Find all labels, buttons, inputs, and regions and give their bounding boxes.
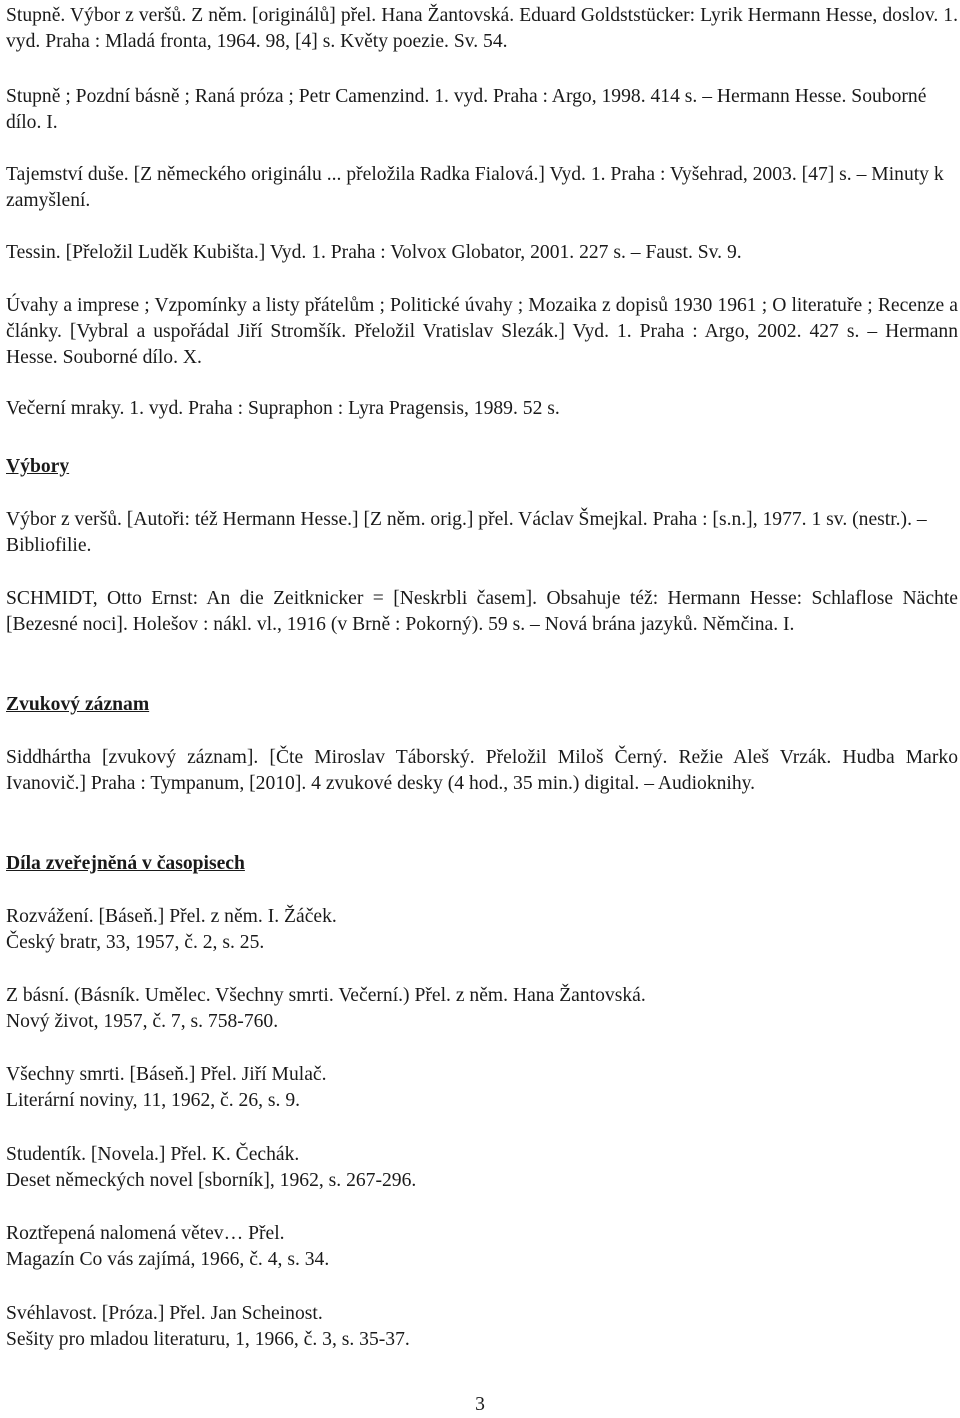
- entry-source: Sešity pro mladou literaturu, 1, 1966, č. 3, s. 35-37.: [6, 1329, 410, 1350]
- entry-source: Magazín Co vás zajímá, 1966, č. 4, s. 34.: [6, 1249, 330, 1270]
- periodical-entry: [6, 1142, 958, 1194]
- bibliography-entry: Úvahy a imprese ; Vzpomínky a listy přátelům ; Politické úvahy ; Mozaika z dopisů 1930 1961 ; O literatuře ; Recenze a články. [Vybral a uspořádal Jiří Stromšík. Přeložil Vratislav Slezák.] Vyd. 1. Praha : Argo, 2002. 427 s. – Hermann Hesse. Souborné dílo. X.: [6, 295, 958, 368]
- periodical-entry: [6, 904, 958, 956]
- entry-title: Studentík. [Novela.] Přel. K. Čechák.: [6, 1144, 300, 1165]
- entry-source: Literární noviny, 11, 1962, č. 26, s. 9.: [6, 1090, 301, 1111]
- bibliography-entry: Siddhártha [zvukový záznam]. [Čte Miroslav Táborský. Přeložil Miloš Černý. Režie Aleš Vrzák. Hudba Marko Ivanovič.] Praha : Tympanum, [2010]. 4 zvukové desky (4 hod., 35 min.) digital. – Audioknihy.: [6, 747, 958, 794]
- section-heading-vybory: Výbory: [6, 456, 70, 477]
- entry-title: Roztřepená nalomená větev… Přel.: [6, 1223, 285, 1244]
- bibliography-entry: Stupně. Výbor z veršů. Z něm. [originálů] přel. Hana Žantovská. Eduard Goldststücker: Lyrik Hermann Hesse, doslov. 1. vyd. Praha : Mladá fronta, 1964. 98, [4] s. Květy poezie. Sv. 54.: [6, 5, 958, 52]
- bibliography-entry: SCHMIDT, Otto Ernst: An die Zeitknicker = [Neskrbli časem]. Obsahuje též: Hermann Hesse: Schlaflose Nächte [Bezesné noci]. Holešov : nákl. vl., 1916 (v Brně : Pokorný). 59 s. – Nová brána jazyků. Němčina. I.: [6, 588, 958, 635]
- periodical-entry: [6, 1301, 958, 1353]
- entry-source: Deset německých novel [sborník], 1962, s. 267-296.: [6, 1170, 417, 1191]
- entry-title: Všechny smrti. [Báseň.] Přel. Jiří Mulač.: [6, 1064, 327, 1085]
- bibliography-entry: Večerní mraky. 1. vyd. Praha : Supraphon : Lyra Pragensis, 1989. 52 s.: [6, 398, 560, 419]
- bibliography-entry: Stupně ; Pozdní básně ; Raná próza ; Petr Camenzind. 1. vyd. Praha : Argo, 1998. 414 s. – Hermann Hesse. Souborné dílo. I.: [6, 86, 927, 133]
- periodical-entry: [6, 1062, 958, 1114]
- section-heading-casopisy: Díla zveřejněná v časopisech: [6, 853, 245, 874]
- page-number: 3: [475, 1394, 485, 1415]
- periodical-entry: [6, 983, 958, 1035]
- entry-title: Svéhlavost. [Próza.] Přel. Jan Scheinost.: [6, 1303, 323, 1324]
- entry-source: Český bratr, 33, 1957, č. 2, s. 25.: [6, 932, 265, 953]
- section-heading-zvukovy-zaznam: Zvukový záznam: [6, 694, 150, 715]
- bibliography-entry: Tessin. [Přeložil Luděk Kubišta.] Vyd. 1. Praha : Volvox Globator, 2001. 227 s. – Faust. Sv. 9.: [6, 242, 742, 263]
- bibliography-entry: Výbor z veršů. [Autoři: též Hermann Hesse.] [Z něm. orig.] přel. Václav Šmejkal. Praha : [s.n.], 1977. 1 sv. (nestr.). – Bibliofilie.: [6, 509, 927, 556]
- periodical-entry: [6, 1221, 958, 1273]
- bibliography-entry: Tajemství duše. [Z německého originálu ... přeložila Radka Fialová.] Vyd. 1. Praha : Vyšehrad, 2003. [47] s. – Minuty k zamyšlení.: [6, 164, 944, 211]
- entry-source: Nový život, 1957, č. 7, s. 758-760.: [6, 1011, 279, 1032]
- entry-title: Rozvážení. [Báseň.] Přel. z něm. I. Žáček.: [6, 906, 337, 927]
- entry-title: Z básní. (Básník. Umělec. Všechny smrti. Večerní.) Přel. z něm. Hana Žantovská.: [6, 985, 646, 1006]
